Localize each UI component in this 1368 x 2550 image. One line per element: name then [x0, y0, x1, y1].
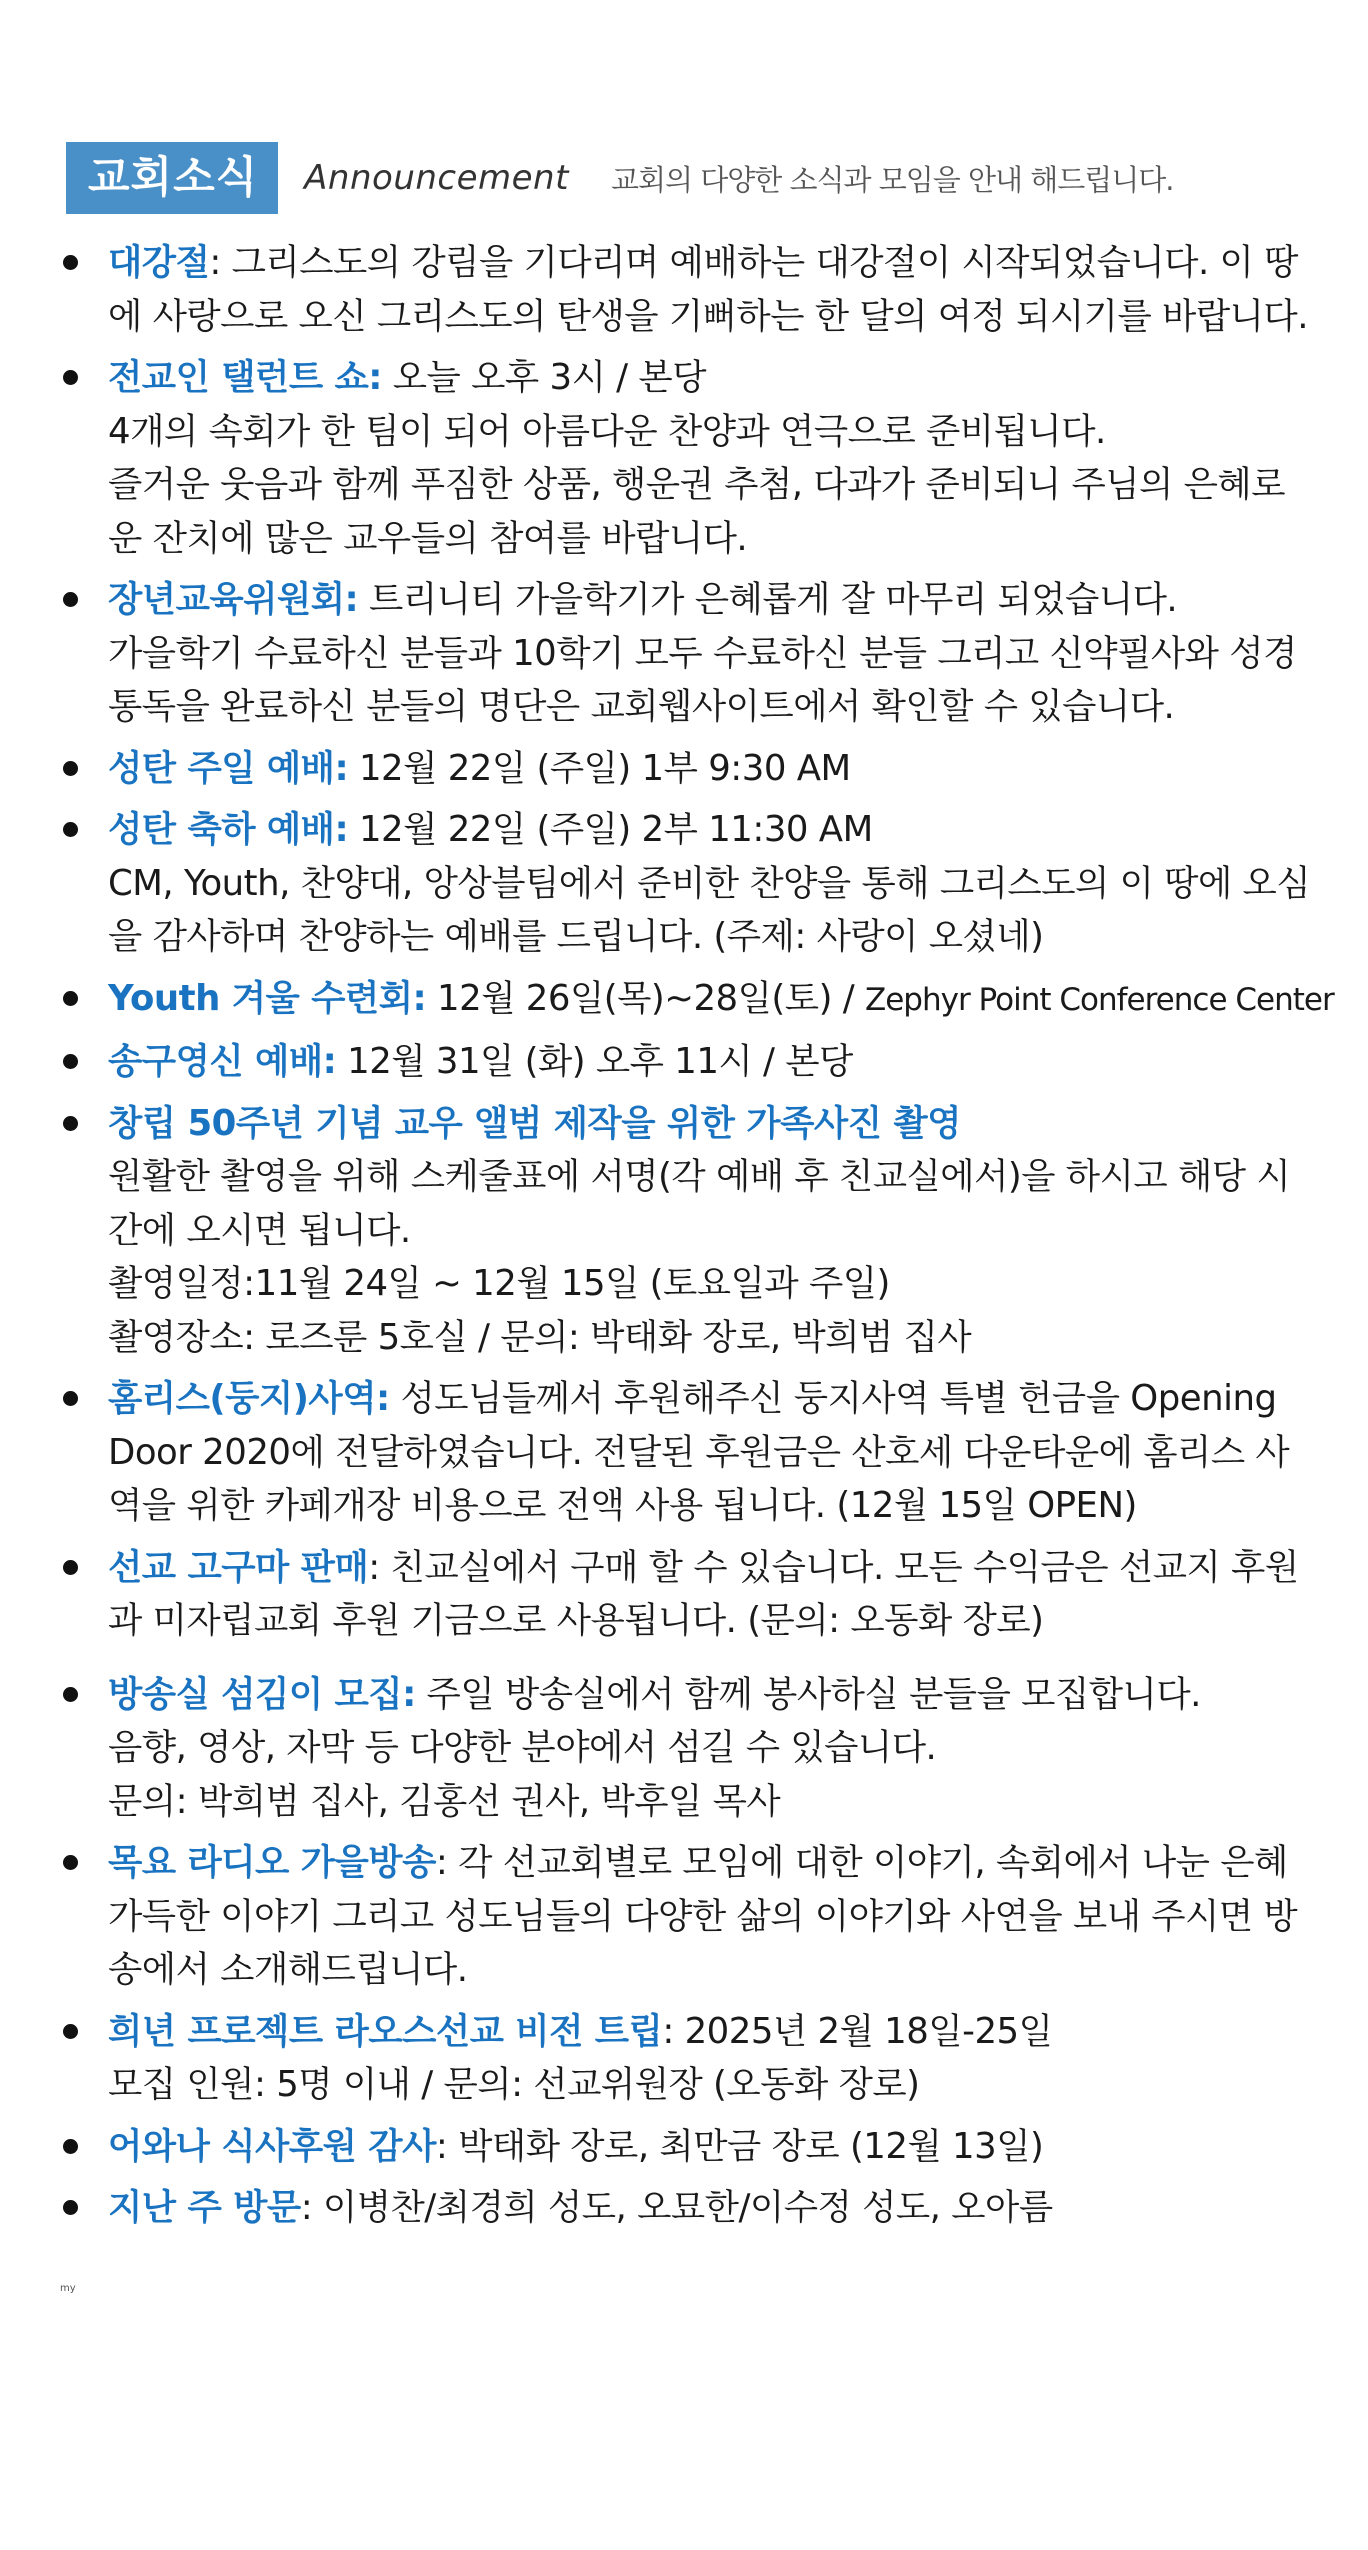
list-item [108, 236, 1328, 343]
item-text: 가득한 이야기 그리고 성도님들의 다양한 삶의 이야기와 사연을 보내 주시면 방 [108, 1895, 1298, 1937]
item-title: 장년교육위원회: [108, 579, 359, 620]
item-text: 즐거운 웃음과 함께 푸짐한 상품, 행운권 추첨, 다과가 준비되니 주님의 은혜로 [108, 464, 1285, 505]
item-text: 에 사랑으로 오신 그리스도의 탄생을 기뻐하는 한 달의 여정 되시기를 바랍니다. [108, 295, 1309, 337]
item-title: 선교 고구마 판매 [108, 1546, 369, 1588]
list-item [108, 351, 1328, 565]
english-heading: Announcement [304, 158, 569, 198]
item-title: 홈리스(둥지)사역: [108, 1378, 390, 1419]
item-text: : 각 선교회별로 모임에 대한 이야기, 속회에서 나눈 은혜 [435, 1842, 1288, 1883]
item-title: 성탄 주일 예배: [108, 747, 349, 789]
item-text: 송에서 소개해드립니다. [108, 1949, 468, 1990]
item-text: : 친교실에서 구매 할 수 있습니다. 모든 수익금은 선교지 후원 [368, 1546, 1299, 1588]
item-text: 가을학기 수료하신 분들과 10학기 모두 수료하신 분들 그리고 신약필사와 성경 [108, 632, 1297, 674]
item-text: : 그리스도의 강림을 기다리며 예배하는 대강절이 시작되었습니다. 이 땅 [209, 242, 1298, 283]
item-text: 과 미자립교회 후원 기금으로 사용됩니다. (문의: 오동화 장로) [108, 1600, 1044, 1641]
item-text: 4개의 속회가 한 팀이 되어 아름다운 찬양과 연극으로 준비됩니다. [108, 410, 1106, 452]
item-title: 성탄 축하 예배: [108, 809, 349, 850]
item-text: : 2025년 2월 18일-25일 [662, 2010, 1053, 2052]
list-item [108, 1372, 1328, 1533]
list-item [108, 1668, 1328, 1829]
item-title: Youth 겨울 수련회: [108, 977, 427, 1019]
list-item [108, 2120, 1328, 2174]
item-text: 문의: 박희범 집사, 김홍선 권사, 박후일 목사 [108, 1780, 781, 1822]
footer-mark: my [60, 2283, 76, 2294]
venue-text: Zephyr Point Conference Center [864, 981, 1334, 1018]
item-title: 목요 라디오 가을방송 [108, 1842, 436, 1883]
list-item [108, 2181, 1328, 2235]
list-item [108, 803, 1328, 964]
item-text: 통독을 완료하신 분들의 명단은 교회웹사이트에서 확인할 수 있습니다. [108, 686, 1175, 727]
item-text: : 박태화 장로, 최만금 장로 (12월 13일) [435, 2125, 1044, 2167]
list-item [108, 2005, 1328, 2112]
item-title: 대강절 [108, 242, 210, 283]
item-text: 역을 위한 카페개장 비용으로 전액 사용 됩니다. (12월 15일 OPEN) [108, 1485, 1137, 1526]
list-item [108, 1836, 1328, 1997]
section-badge: 교회소식 [66, 142, 278, 214]
item-title: 창립 50주년 기념 교우 앨범 제작을 위한 가족사진 촬영 [108, 1102, 961, 1144]
list-item [108, 1097, 1328, 1365]
list-item [108, 972, 1334, 1028]
announcement-header [66, 142, 1174, 214]
item-text: 간에 오시면 됩니다. [108, 1209, 411, 1251]
announcement-list [108, 236, 1334, 2243]
list-item [108, 1035, 1328, 1089]
item-text: 촬영장소: 로즈룬 5호실 / 문의: 박태화 장로, 박희범 집사 [108, 1316, 972, 1358]
item-text: 운 잔치에 많은 교우들의 참여를 바랍니다. [108, 517, 748, 559]
item-text: 12월 26일(목)~28일(토) / [426, 977, 865, 1019]
item-text: 모집 인원: 5명 이내 / 문의: 선교위원장 (오동화 장로) [108, 2064, 920, 2105]
item-text: 음향, 영상, 자막 등 다양한 분야에서 섬길 수 있습니다. [108, 1727, 937, 1768]
item-title: 방송실 섬김이 모집: [108, 1673, 416, 1715]
item-title: 희년 프로젝트 라오스선교 비전 트립 [108, 2010, 663, 2052]
item-text: : 이병찬/최경희 성도, 오묘한/이수정 성도, 오아름 [300, 2187, 1053, 2228]
item-text: 원활한 촬영을 위해 스케줄표에 서명(각 예배 후 친교실에서)을 하시고 해당 시 [108, 1156, 1291, 1197]
item-text: 12월 22일 (주일) 1부 9:30 AM [348, 747, 851, 789]
item-title: 어와나 식사후원 감사 [108, 2125, 436, 2167]
item-title: 송구영신 예배: [108, 1041, 337, 1082]
item-text: 트리니티 가을학기가 은혜롭게 잘 마무리 되었습니다. [358, 579, 1178, 620]
item-text: 오늘 오후 3시 / 본당 [381, 357, 706, 398]
list-item [108, 573, 1328, 734]
item-text: 주일 방송실에서 함께 봉사하실 분들을 모집합니다. [415, 1673, 1201, 1715]
item-text: 12월 22일 (주일) 2부 11:30 AM [348, 809, 873, 850]
item-text: 촬영일정:11월 24일 ~ 12월 15일 (토요일과 주일) [108, 1263, 890, 1304]
item-title: 전교인 탤런트 쇼: [108, 357, 382, 398]
list-item [108, 1541, 1328, 1648]
item-title: 지난 주 방문 [108, 2187, 301, 2228]
item-text: CM, Youth, 찬양대, 앙상블팀에서 준비한 찬양을 통해 그리스도의 이 땅에 오심 [108, 862, 1311, 904]
item-text: 성도님들께서 후원해주신 둥지사역 특별 헌금을 Opening [389, 1378, 1277, 1419]
list-item [108, 742, 1328, 796]
item-text: 을 감사하며 찬양하는 예배를 드립니다. (주제: 사랑이 오셨네) [108, 916, 1044, 957]
item-text: Door 2020에 전달하였습니다. 전달된 후원금은 산호세 다운타운에 홈리스 사 [108, 1431, 1290, 1473]
header-subtitle: 교회의 다양한 소식과 모임을 안내 해드립니다. [610, 162, 1174, 197]
item-text: 12월 31일 (화) 오후 11시 / 본당 [336, 1041, 853, 1082]
